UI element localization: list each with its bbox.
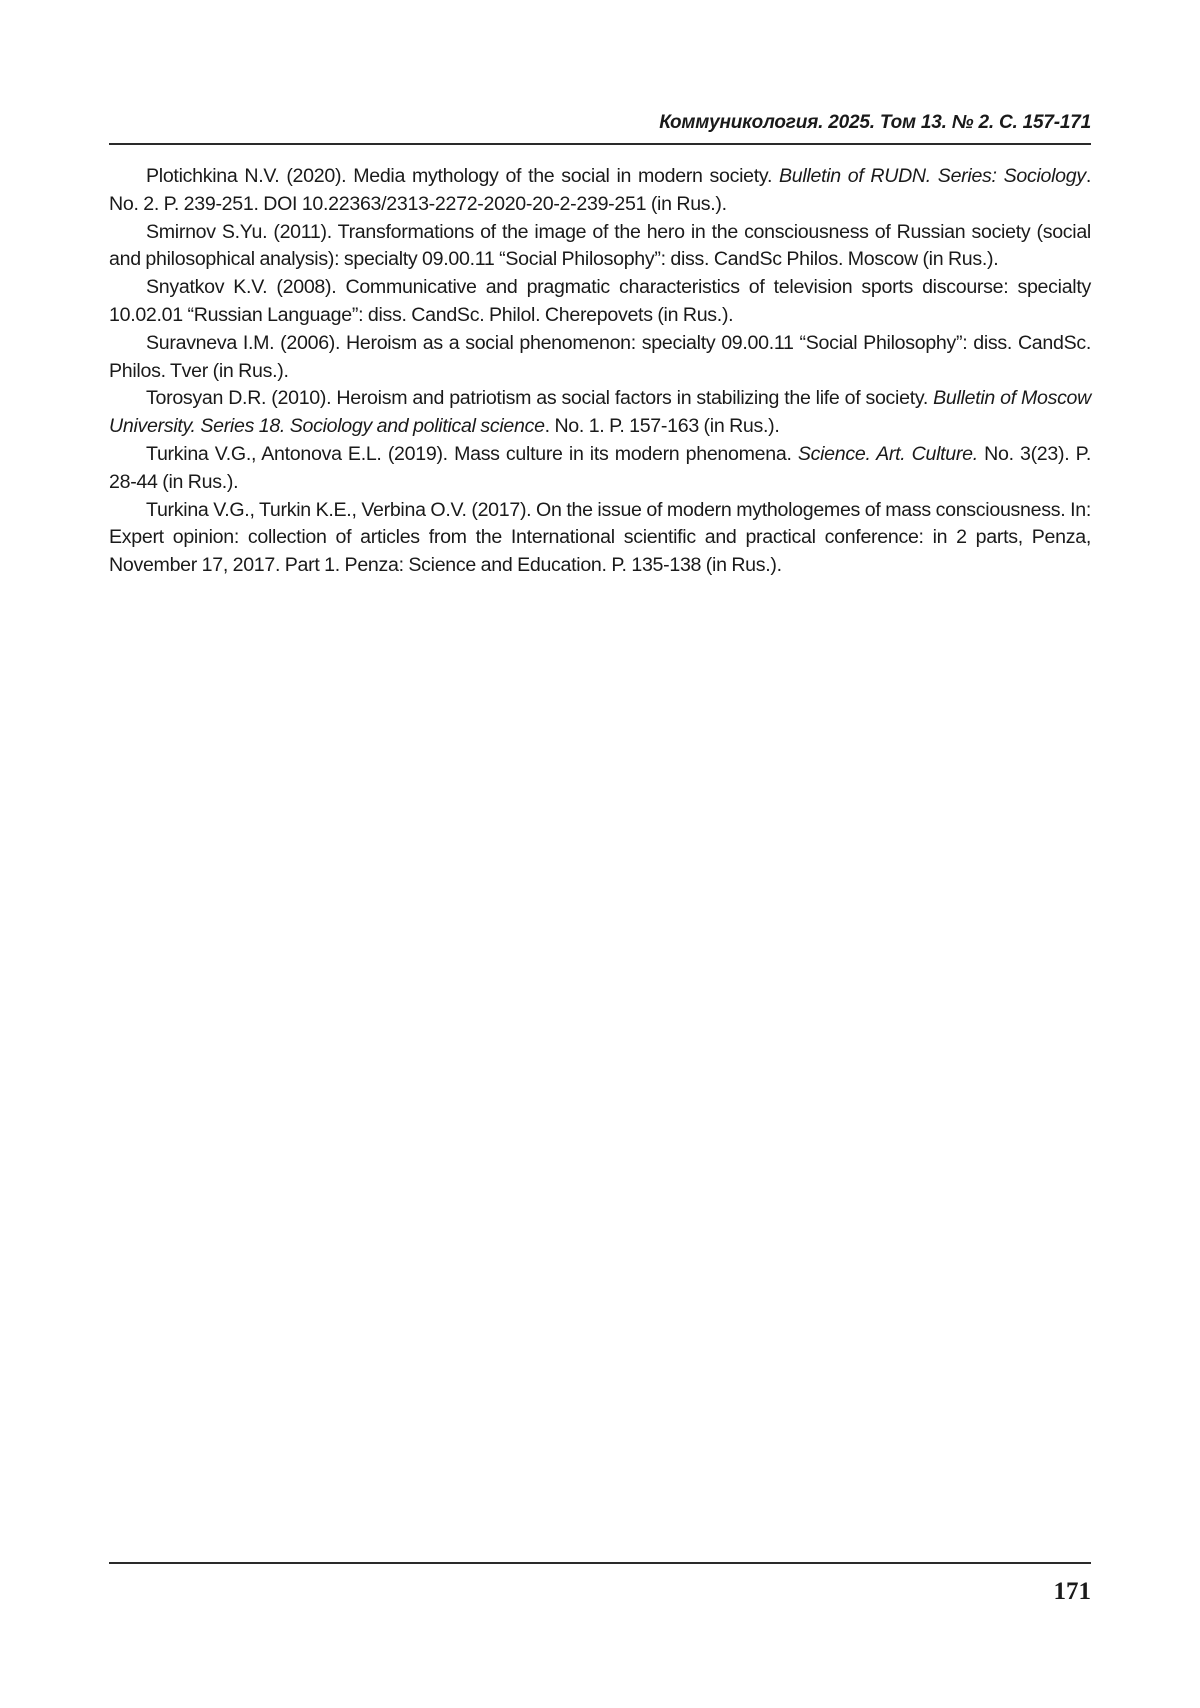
reference-list xyxy=(109,163,1091,580)
reference-source-title: Bulletin of Moscow University. Series 18. Sociology and political science xyxy=(109,387,1092,438)
reference-entry xyxy=(109,330,1091,386)
reference-entry xyxy=(109,441,1091,497)
reference-entry xyxy=(109,274,1091,330)
reference-text: Torosyan D.R. (2010). Heroism and patriotism as social factors in stabilizing the life of society. xyxy=(146,387,934,410)
reference-source-title: Science. Art. Culture. xyxy=(797,442,978,465)
reference-details: . No. 1. P. 157-163 (in Rus.). xyxy=(544,415,780,438)
footer-divider xyxy=(109,1562,1091,1564)
reference-text: Smirnov S.Yu. (2011). Transformations of the image of the hero in the consciousness of Russian society (social and philosophical analysis): specialty 09.00.11 “Social Philosophy”: diss. CandSc Philos. Moscow (in Rus.). xyxy=(109,220,1091,271)
reference-entry xyxy=(109,163,1091,219)
page-number: 171 xyxy=(1053,1578,1091,1605)
reference-details: No. 3(23). P. 28-44 (in Rus.). xyxy=(109,442,1091,493)
reference-text: Plotichkina N.V. (2020). Media mythology of the social in modern society. xyxy=(146,165,779,187)
reference-entry xyxy=(109,385,1091,441)
header-divider xyxy=(109,143,1091,145)
reference-text: Suravneva I.M. (2006). Heroism as a social phenomenon: specialty 09.00.11 “Social Philosophy”: diss. CandSc. Philos. Tver (in Rus.). xyxy=(109,331,1091,382)
running-header: Коммуникология. 2025. Том 13. № 2. С. 157-171 xyxy=(659,112,1091,133)
reference-text: Turkina V.G., Antonova E.L. (2019). Mass culture in its modern phenomena. xyxy=(146,442,798,465)
reference-details: . No. 2. P. 239-251. DOI 10.22363/2313-2272-2020-20-2-239-251 (in Rus.). xyxy=(109,165,1091,215)
reference-source-title: Bulletin of RUDN. Series: Sociology xyxy=(779,165,1086,187)
reference-entry xyxy=(109,497,1091,580)
reference-text: Turkina V.G., Turkin K.E., Verbina O.V. (2017). On the issue of modern mythologemes of mass consciousness. In: Expert opinion: collection of articles from the International scientific and practical conference: in 2 parts, Penza, November 17, 2017. Part 1. Penza: Science and Education. P. 135-138 (in Rus.). xyxy=(109,498,1091,577)
reference-entry xyxy=(109,219,1091,275)
reference-text: Snyatkov K.V. (2008). Communicative and pragmatic characteristics of television sports discourse: specialty 10.02.01 “Russian Language”: diss. CandSc. Philol. Cherepovets (in Rus.). xyxy=(109,276,1091,326)
